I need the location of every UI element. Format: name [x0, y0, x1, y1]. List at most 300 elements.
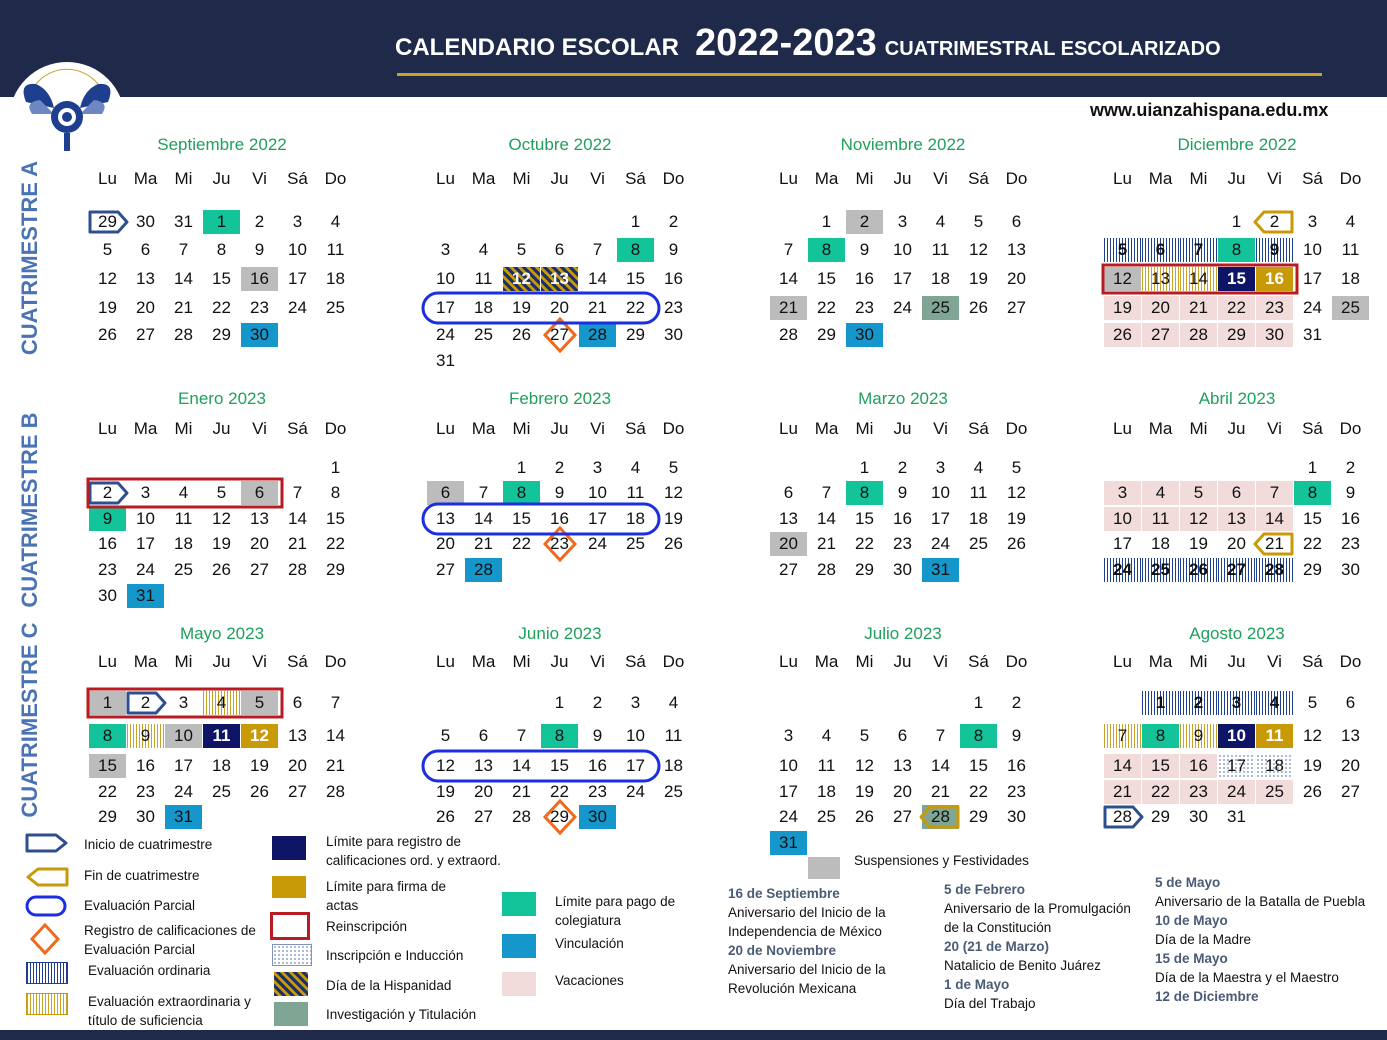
- day-cell[interactable]: 30: [1256, 323, 1293, 347]
- day-cell[interactable]: 7: [330, 693, 341, 712]
- day-cell[interactable]: 5: [516, 240, 527, 259]
- day-cell[interactable]: 16: [136, 756, 155, 775]
- day-cell[interactable]: 28: [512, 807, 531, 826]
- day-cell[interactable]: 17: [1303, 269, 1322, 288]
- day-cell[interactable]: 25: [922, 296, 959, 320]
- day-cell[interactable]: 1: [859, 458, 870, 477]
- day-cell[interactable]: 24: [1303, 298, 1322, 317]
- day-cell[interactable]: 31: [922, 558, 959, 582]
- day-cell[interactable]: 11: [474, 269, 493, 288]
- day-cell[interactable]: 25: [664, 782, 683, 801]
- day-cell[interactable]: 14: [174, 269, 193, 288]
- day-cell[interactable]: 19: [250, 756, 269, 775]
- day-cell[interactable]: 16: [588, 756, 607, 775]
- day-cell[interactable]: 16: [855, 269, 874, 288]
- day-cell[interactable]: 2: [102, 483, 113, 502]
- day-cell[interactable]: 16: [550, 509, 569, 528]
- day-cell[interactable]: 10: [626, 726, 645, 745]
- day-cell[interactable]: 13: [541, 267, 578, 291]
- day-cell[interactable]: 5: [1104, 238, 1141, 262]
- day-cell[interactable]: 10: [1218, 724, 1255, 748]
- day-cell[interactable]: 27: [250, 560, 269, 579]
- day-cell[interactable]: 27: [288, 782, 307, 801]
- day-cell[interactable]: 11: [626, 483, 645, 502]
- day-cell[interactable]: 13: [436, 509, 455, 528]
- day-cell[interactable]: 6: [1345, 693, 1356, 712]
- day-cell[interactable]: 2: [140, 693, 151, 712]
- day-cell[interactable]: 8: [1294, 481, 1331, 505]
- day-cell[interactable]: 13: [474, 756, 493, 775]
- day-cell[interactable]: 26: [969, 298, 988, 317]
- day-cell[interactable]: 24: [1218, 780, 1255, 804]
- day-cell[interactable]: 26: [1007, 534, 1026, 553]
- day-cell[interactable]: 12: [436, 756, 455, 775]
- day-cell[interactable]: 26: [436, 807, 455, 826]
- day-cell[interactable]: 20: [136, 298, 155, 317]
- day-cell[interactable]: 12: [1104, 267, 1141, 291]
- day-cell[interactable]: 18: [664, 756, 683, 775]
- day-cell[interactable]: 29: [98, 212, 117, 231]
- day-cell[interactable]: 14: [931, 756, 950, 775]
- day-cell[interactable]: 12: [664, 483, 683, 502]
- day-cell[interactable]: 29: [626, 325, 645, 344]
- day-cell[interactable]: 7: [1180, 238, 1217, 262]
- day-cell[interactable]: 7: [821, 483, 832, 502]
- day-cell[interactable]: 7: [592, 240, 603, 259]
- day-cell[interactable]: 18: [931, 269, 950, 288]
- day-cell[interactable]: 12: [212, 509, 231, 528]
- day-cell[interactable]: 24: [588, 534, 607, 553]
- day-cell[interactable]: 2: [668, 212, 679, 231]
- day-cell[interactable]: 17: [1218, 754, 1255, 778]
- day-cell[interactable]: 8: [960, 724, 997, 748]
- day-cell[interactable]: 20: [1227, 534, 1246, 553]
- day-cell[interactable]: 14: [588, 269, 607, 288]
- day-cell[interactable]: 15: [817, 269, 836, 288]
- day-cell[interactable]: 12: [1180, 507, 1217, 531]
- day-cell[interactable]: 24: [136, 560, 155, 579]
- day-cell[interactable]: 28: [326, 782, 345, 801]
- day-cell[interactable]: 22: [512, 534, 531, 553]
- day-cell[interactable]: 12: [855, 756, 874, 775]
- day-cell[interactable]: 3: [140, 483, 151, 502]
- day-cell[interactable]: 11: [664, 726, 683, 745]
- day-cell[interactable]: 30: [893, 560, 912, 579]
- day-cell[interactable]: 11: [969, 483, 988, 502]
- day-cell[interactable]: 5: [241, 691, 278, 715]
- day-cell[interactable]: 9: [89, 507, 126, 531]
- day-cell[interactable]: 2: [1345, 458, 1356, 477]
- day-cell[interactable]: 4: [973, 458, 984, 477]
- day-cell[interactable]: 25: [1256, 780, 1293, 804]
- day-cell[interactable]: 18: [326, 269, 345, 288]
- day-cell[interactable]: 26: [98, 325, 117, 344]
- day-cell[interactable]: 16: [664, 269, 683, 288]
- day-cell[interactable]: 3: [1104, 481, 1141, 505]
- day-cell[interactable]: 19: [1303, 756, 1322, 775]
- day-cell[interactable]: 13: [136, 269, 155, 288]
- day-cell[interactable]: 3: [440, 240, 451, 259]
- day-cell[interactable]: 12: [969, 240, 988, 259]
- day-cell[interactable]: 2: [592, 693, 603, 712]
- day-cell[interactable]: 1: [203, 210, 240, 234]
- day-cell[interactable]: 12: [98, 269, 117, 288]
- day-cell[interactable]: 22: [326, 534, 345, 553]
- day-cell[interactable]: 11: [203, 724, 240, 748]
- day-cell[interactable]: 28: [579, 323, 616, 347]
- day-cell[interactable]: 8: [1142, 724, 1179, 748]
- day-cell[interactable]: 15: [1218, 267, 1255, 291]
- day-cell[interactable]: 7: [478, 483, 489, 502]
- day-cell[interactable]: 25: [969, 534, 988, 553]
- day-cell[interactable]: 8: [330, 483, 341, 502]
- day-cell[interactable]: 17: [779, 782, 798, 801]
- day-cell[interactable]: 3: [1307, 212, 1318, 231]
- day-cell[interactable]: 29: [969, 807, 988, 826]
- day-cell[interactable]: 7: [1104, 724, 1141, 748]
- day-cell[interactable]: 29: [855, 560, 874, 579]
- day-cell[interactable]: 16: [98, 534, 117, 553]
- day-cell[interactable]: 29: [212, 325, 231, 344]
- day-cell[interactable]: 9: [554, 483, 565, 502]
- day-cell[interactable]: 5: [1307, 693, 1318, 712]
- day-cell[interactable]: 17: [626, 756, 645, 775]
- day-cell[interactable]: 22: [969, 782, 988, 801]
- day-cell[interactable]: 15: [855, 509, 874, 528]
- day-cell[interactable]: 13: [250, 509, 269, 528]
- day-cell[interactable]: 5: [1011, 458, 1022, 477]
- day-cell[interactable]: 27: [1142, 323, 1179, 347]
- day-cell[interactable]: 8: [216, 240, 227, 259]
- day-cell[interactable]: 14: [817, 509, 836, 528]
- day-cell[interactable]: 5: [973, 212, 984, 231]
- day-cell[interactable]: 1: [1142, 691, 1179, 715]
- day-cell[interactable]: 18: [817, 782, 836, 801]
- day-cell[interactable]: 12: [1303, 726, 1322, 745]
- day-cell[interactable]: 22: [1303, 534, 1322, 553]
- day-cell[interactable]: 28: [922, 805, 959, 829]
- day-cell[interactable]: 23: [1256, 296, 1293, 320]
- day-cell[interactable]: 21: [326, 756, 345, 775]
- day-cell[interactable]: 20: [1341, 756, 1360, 775]
- day-cell[interactable]: 29: [550, 807, 569, 826]
- day-cell[interactable]: 3: [783, 726, 794, 745]
- day-cell[interactable]: 19: [1007, 509, 1026, 528]
- day-cell[interactable]: 5: [440, 726, 451, 745]
- day-cell[interactable]: 3: [292, 212, 303, 231]
- day-cell[interactable]: 16: [241, 267, 278, 291]
- day-cell[interactable]: 5: [216, 483, 227, 502]
- day-cell[interactable]: 28: [465, 558, 502, 582]
- day-cell[interactable]: 9: [897, 483, 908, 502]
- day-cell[interactable]: 18: [626, 509, 645, 528]
- day-cell[interactable]: 17: [931, 509, 950, 528]
- day-cell[interactable]: 3: [630, 693, 641, 712]
- day-cell[interactable]: 11: [174, 509, 193, 528]
- day-cell[interactable]: 28: [779, 325, 798, 344]
- day-cell[interactable]: 4: [935, 212, 946, 231]
- day-cell[interactable]: 9: [859, 240, 870, 259]
- day-cell[interactable]: 4: [330, 212, 341, 231]
- day-cell[interactable]: 26: [212, 560, 231, 579]
- day-cell[interactable]: 21: [817, 534, 836, 553]
- day-cell[interactable]: 6: [554, 240, 565, 259]
- day-cell[interactable]: 22: [817, 298, 836, 317]
- day-cell[interactable]: 15: [326, 509, 345, 528]
- day-cell[interactable]: 13: [1218, 507, 1255, 531]
- day-cell[interactable]: 8: [503, 481, 540, 505]
- day-cell[interactable]: 22: [550, 782, 569, 801]
- day-cell[interactable]: 19: [1189, 534, 1208, 553]
- day-cell[interactable]: 10: [1303, 240, 1322, 259]
- day-cell[interactable]: 31: [174, 212, 193, 231]
- day-cell[interactable]: 7: [783, 240, 794, 259]
- day-cell[interactable]: 29: [1218, 323, 1255, 347]
- day-cell[interactable]: 30: [136, 212, 155, 231]
- day-cell[interactable]: 23: [1180, 780, 1217, 804]
- day-cell[interactable]: 21: [1265, 534, 1284, 553]
- day-cell[interactable]: 3: [935, 458, 946, 477]
- day-cell[interactable]: 1: [821, 212, 832, 231]
- day-cell[interactable]: 28: [288, 560, 307, 579]
- day-cell[interactable]: 23: [893, 534, 912, 553]
- day-cell[interactable]: 9: [668, 240, 679, 259]
- website-url[interactable]: www.uianzahispana.edu.mx: [1090, 100, 1329, 120]
- day-cell[interactable]: 17: [893, 269, 912, 288]
- day-cell[interactable]: 21: [174, 298, 193, 317]
- day-cell[interactable]: 25: [1142, 558, 1179, 582]
- day-cell[interactable]: 2: [254, 212, 265, 231]
- day-cell[interactable]: 23: [664, 298, 683, 317]
- day-cell[interactable]: 17: [436, 298, 455, 317]
- day-cell[interactable]: 14: [779, 269, 798, 288]
- day-cell[interactable]: 27: [893, 807, 912, 826]
- day-cell[interactable]: 27: [550, 325, 569, 344]
- day-cell[interactable]: 29: [1303, 560, 1322, 579]
- day-cell[interactable]: 16: [1341, 509, 1360, 528]
- day-cell[interactable]: 11: [931, 240, 950, 259]
- day-cell[interactable]: 20: [436, 534, 455, 553]
- day-cell[interactable]: 30: [1189, 807, 1208, 826]
- day-cell[interactable]: 19: [98, 298, 117, 317]
- day-cell[interactable]: 6: [1218, 481, 1255, 505]
- day-cell[interactable]: 14: [1256, 507, 1293, 531]
- day-cell[interactable]: 3: [897, 212, 908, 231]
- day-cell[interactable]: 25: [212, 782, 231, 801]
- day-cell[interactable]: 2: [1269, 212, 1280, 231]
- day-cell[interactable]: 7: [292, 483, 303, 502]
- day-cell[interactable]: 14: [1180, 267, 1217, 291]
- day-cell[interactable]: 19: [855, 782, 874, 801]
- day-cell[interactable]: 21: [770, 296, 807, 320]
- day-cell[interactable]: 22: [626, 298, 645, 317]
- day-cell[interactable]: 7: [516, 726, 527, 745]
- day-cell[interactable]: 24: [174, 782, 193, 801]
- day-cell[interactable]: 7: [935, 726, 946, 745]
- day-cell[interactable]: 6: [478, 726, 489, 745]
- day-cell[interactable]: 12: [1007, 483, 1026, 502]
- day-cell[interactable]: 29: [817, 325, 836, 344]
- day-cell[interactable]: 24: [436, 325, 455, 344]
- day-cell[interactable]: 30: [241, 323, 278, 347]
- day-cell[interactable]: 28: [174, 325, 193, 344]
- day-cell[interactable]: 4: [1256, 691, 1293, 715]
- day-cell[interactable]: 27: [1341, 782, 1360, 801]
- day-cell[interactable]: 5: [859, 726, 870, 745]
- day-cell[interactable]: 31: [1227, 807, 1246, 826]
- day-cell[interactable]: 22: [212, 298, 231, 317]
- day-cell[interactable]: 23: [855, 298, 874, 317]
- day-cell[interactable]: 26: [664, 534, 683, 553]
- day-cell[interactable]: 4: [203, 691, 240, 715]
- day-cell[interactable]: 11: [326, 240, 345, 259]
- day-cell[interactable]: 6: [241, 481, 278, 505]
- day-cell[interactable]: 15: [1142, 754, 1179, 778]
- day-cell[interactable]: 22: [1142, 780, 1179, 804]
- day-cell[interactable]: 28: [817, 560, 836, 579]
- day-cell[interactable]: 25: [174, 560, 193, 579]
- day-cell[interactable]: 26: [1104, 323, 1141, 347]
- day-cell[interactable]: 10: [288, 240, 307, 259]
- day-cell[interactable]: 12: [241, 724, 278, 748]
- day-cell[interactable]: 18: [1341, 269, 1360, 288]
- day-cell[interactable]: 20: [550, 298, 569, 317]
- day-cell[interactable]: 25: [817, 807, 836, 826]
- day-cell[interactable]: 27: [1218, 558, 1255, 582]
- day-cell[interactable]: 23: [550, 534, 569, 553]
- day-cell[interactable]: 17: [1113, 534, 1132, 553]
- day-cell[interactable]: 29: [1151, 807, 1170, 826]
- day-cell[interactable]: 5: [102, 240, 113, 259]
- day-cell[interactable]: 13: [779, 509, 798, 528]
- day-cell[interactable]: 15: [512, 509, 531, 528]
- day-cell[interactable]: 31: [127, 584, 164, 608]
- day-cell[interactable]: 10: [779, 756, 798, 775]
- day-cell[interactable]: 15: [550, 756, 569, 775]
- day-cell[interactable]: 8: [617, 238, 654, 262]
- day-cell[interactable]: 30: [664, 325, 683, 344]
- day-cell[interactable]: 15: [969, 756, 988, 775]
- day-cell[interactable]: 4: [1345, 212, 1356, 231]
- day-cell[interactable]: 6: [897, 726, 908, 745]
- day-cell[interactable]: 14: [512, 756, 531, 775]
- day-cell[interactable]: 31: [436, 351, 455, 370]
- day-cell[interactable]: 2: [897, 458, 908, 477]
- day-cell[interactable]: 9: [592, 726, 603, 745]
- day-cell[interactable]: 6: [427, 481, 464, 505]
- day-cell[interactable]: 5: [668, 458, 679, 477]
- day-cell[interactable]: 4: [178, 483, 189, 502]
- day-cell[interactable]: 18: [969, 509, 988, 528]
- day-cell[interactable]: 19: [512, 298, 531, 317]
- day-cell[interactable]: 26: [855, 807, 874, 826]
- day-cell[interactable]: 17: [136, 534, 155, 553]
- day-cell[interactable]: 23: [1007, 782, 1026, 801]
- day-cell[interactable]: 15: [626, 269, 645, 288]
- day-cell[interactable]: 30: [98, 586, 117, 605]
- day-cell[interactable]: 9: [1345, 483, 1356, 502]
- day-cell[interactable]: 24: [288, 298, 307, 317]
- day-cell[interactable]: 21: [474, 534, 493, 553]
- day-cell[interactable]: 19: [436, 782, 455, 801]
- day-cell[interactable]: 25: [474, 325, 493, 344]
- day-cell[interactable]: 10: [436, 269, 455, 288]
- day-cell[interactable]: 4: [821, 726, 832, 745]
- day-cell[interactable]: 2: [846, 210, 883, 234]
- day-cell[interactable]: 1: [330, 458, 341, 477]
- day-cell[interactable]: 11: [1142, 507, 1179, 531]
- day-cell[interactable]: 8: [89, 724, 126, 748]
- day-cell[interactable]: 28: [1180, 323, 1217, 347]
- day-cell[interactable]: 9: [1180, 724, 1217, 748]
- day-cell[interactable]: 26: [250, 782, 269, 801]
- day-cell[interactable]: 21: [512, 782, 531, 801]
- day-cell[interactable]: 28: [1113, 807, 1132, 826]
- day-cell[interactable]: 18: [1151, 534, 1170, 553]
- day-cell[interactable]: 1: [516, 458, 527, 477]
- day-cell[interactable]: 24: [779, 807, 798, 826]
- day-cell[interactable]: 1: [89, 691, 126, 715]
- day-cell[interactable]: 11: [1341, 240, 1360, 259]
- day-cell[interactable]: 7: [178, 240, 189, 259]
- day-cell[interactable]: 27: [474, 807, 493, 826]
- day-cell[interactable]: 30: [136, 807, 155, 826]
- day-cell[interactable]: 15: [212, 269, 231, 288]
- day-cell[interactable]: 10: [588, 483, 607, 502]
- day-cell[interactable]: 19: [1104, 296, 1141, 320]
- day-cell[interactable]: 24: [626, 782, 645, 801]
- day-cell[interactable]: 14: [288, 509, 307, 528]
- day-cell[interactable]: 9: [1011, 726, 1022, 745]
- day-cell[interactable]: 19: [969, 269, 988, 288]
- day-cell[interactable]: 4: [668, 693, 679, 712]
- day-cell[interactable]: 22: [855, 534, 874, 553]
- day-cell[interactable]: 25: [326, 298, 345, 317]
- day-cell[interactable]: 29: [326, 560, 345, 579]
- day-cell[interactable]: 10: [165, 724, 202, 748]
- day-cell[interactable]: 13: [288, 726, 307, 745]
- day-cell[interactable]: 3: [178, 693, 189, 712]
- day-cell[interactable]: 20: [474, 782, 493, 801]
- day-cell[interactable]: 24: [893, 298, 912, 317]
- day-cell[interactable]: 23: [588, 782, 607, 801]
- day-cell[interactable]: 21: [588, 298, 607, 317]
- day-cell[interactable]: 4: [1142, 481, 1179, 505]
- day-cell[interactable]: 8: [808, 238, 845, 262]
- day-cell[interactable]: 6: [292, 693, 303, 712]
- day-cell[interactable]: 23: [136, 782, 155, 801]
- day-cell[interactable]: 24: [931, 534, 950, 553]
- day-cell[interactable]: 13: [1142, 267, 1179, 291]
- day-cell[interactable]: 30: [1007, 807, 1026, 826]
- day-cell[interactable]: 10: [931, 483, 950, 502]
- day-cell[interactable]: 23: [250, 298, 269, 317]
- day-cell[interactable]: 21: [931, 782, 950, 801]
- day-cell[interactable]: 20: [893, 782, 912, 801]
- day-cell[interactable]: 10: [136, 509, 155, 528]
- day-cell[interactable]: 19: [664, 509, 683, 528]
- day-cell[interactable]: 18: [174, 534, 193, 553]
- day-cell[interactable]: 6: [1142, 238, 1179, 262]
- day-cell[interactable]: 16: [1180, 754, 1217, 778]
- day-cell[interactable]: 11: [817, 756, 836, 775]
- day-cell[interactable]: 20: [250, 534, 269, 553]
- day-cell[interactable]: 17: [588, 509, 607, 528]
- day-cell[interactable]: 27: [136, 325, 155, 344]
- day-cell[interactable]: 14: [1104, 754, 1141, 778]
- day-cell[interactable]: 1: [630, 212, 641, 231]
- day-cell[interactable]: 8: [541, 724, 578, 748]
